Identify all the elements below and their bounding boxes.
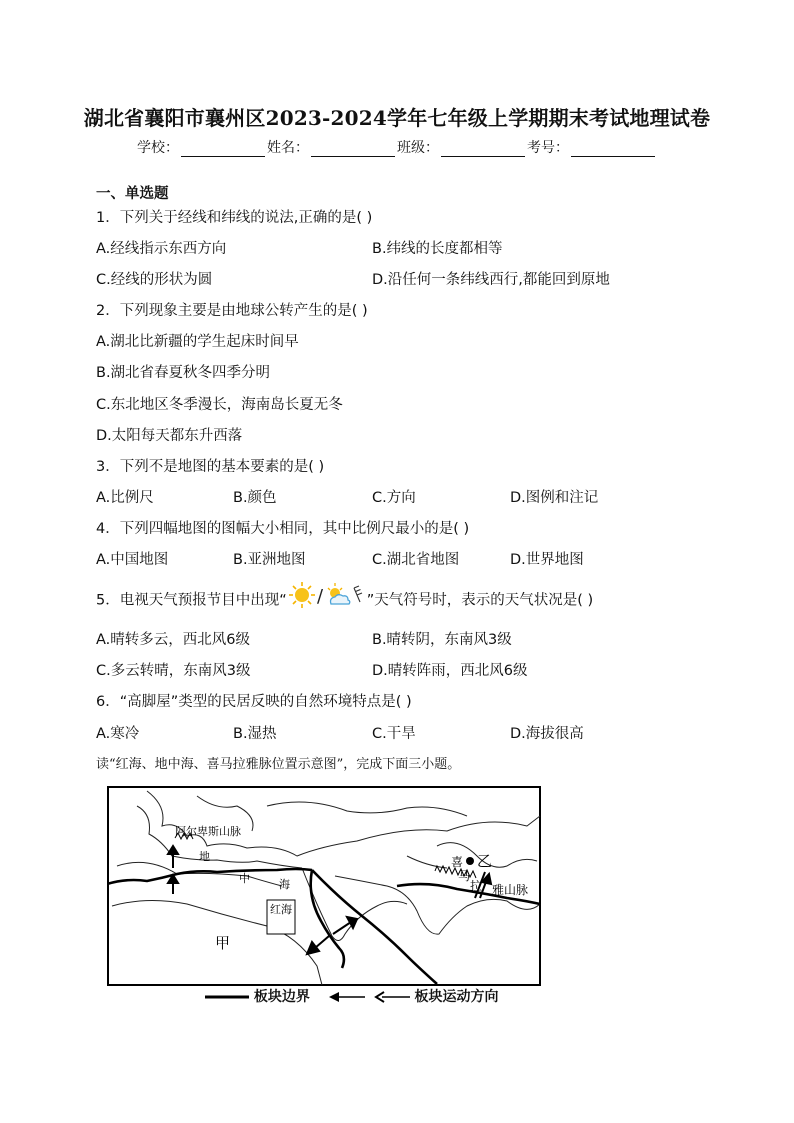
- q2-option-a: A.湖北比新疆的学生起床时间早: [96, 334, 299, 350]
- q2-option-d: D.太阳每天都东升西落: [96, 428, 243, 444]
- q6-option-a: A.寒冷: [96, 726, 140, 742]
- class-blank[interactable]: [441, 143, 525, 157]
- q3-option-a: A.比例尺: [96, 490, 154, 506]
- label-ma: 马: [458, 869, 471, 883]
- section-heading: 一、单选题: [96, 186, 169, 202]
- label-jia: 甲: [215, 934, 231, 952]
- q1-option-a: A.经线指示东西方向: [96, 241, 227, 257]
- q2-stem: 2．下列现象主要是由地球公转产生的是( ): [96, 303, 368, 319]
- q5-stem-post: ”天气符号时，表示的天气状况是( ): [366, 592, 594, 609]
- legend-direction: 板块运动方向: [414, 989, 499, 1005]
- legend-boundary: 板块边界: [253, 989, 310, 1005]
- q2-option-c: C.东北地区冬季漫长，海南岛长夏无冬: [96, 397, 343, 413]
- boundary-line-icon: [205, 992, 249, 1002]
- q1-option-c: C.经线的形状为圆: [96, 272, 213, 288]
- label-di: 地: [199, 850, 210, 863]
- q1-stem: 1．下列关于经线和纬线的说法,正确的是( ): [96, 210, 373, 226]
- q4-option-c: C.湖北省地图: [372, 552, 460, 568]
- left-arrow-icon-2: [374, 991, 410, 1003]
- label-hai: 海: [279, 878, 290, 891]
- q5-option-d: D.晴转阵雨，西北风6级: [372, 663, 528, 679]
- q6-stem: 6．“高脚屋”类型的民居反映的自然环境特点是( ): [96, 694, 412, 710]
- exam-title: 湖北省襄阳市襄州区2023-2024学年七年级上学期期末考试地理试卷: [83, 106, 711, 130]
- q5-option-c: C.多云转晴，东南风3级: [96, 663, 251, 679]
- student-info-line: [0, 137, 794, 157]
- q1-option-b: B.纬线的长度都相等: [372, 241, 503, 257]
- q5-option-a: A.晴转多云，西北风6级: [96, 632, 250, 648]
- q1-option-d: D.沿任何一条纬线西行,都能回到原地: [372, 272, 610, 288]
- q5-stem: [96, 580, 593, 621]
- label-ya-shanmai: 雅山脉: [492, 883, 529, 897]
- label-redsea: 红海: [270, 903, 292, 916]
- plate-map: [107, 786, 541, 986]
- q3-stem: 3．下列不是地图的基本要素的是( ): [96, 459, 325, 475]
- q4-option-a: A.中国地图: [96, 552, 169, 568]
- q4-option-b: B.亚洲地图: [233, 552, 306, 568]
- name-blank[interactable]: [311, 143, 395, 157]
- q6-option-b: B.湿热: [233, 726, 277, 742]
- reading-instruction: 读“红海、地中海、喜马拉雅脉位置示意图”，完成下面三小题。: [96, 757, 461, 772]
- svg-text:/: /: [316, 586, 323, 607]
- left-arrow-icon: [329, 991, 365, 1003]
- q5-stem-pre: 5．电视天气预报节目中出现“: [96, 592, 287, 609]
- q3-option-d: D.图例和注记: [510, 490, 599, 506]
- number-blank[interactable]: [571, 143, 655, 157]
- class-label: 班级：: [397, 140, 439, 156]
- q6-option-d: D.海拔很高: [510, 726, 584, 742]
- q3-option-b: B.颜色: [233, 490, 277, 506]
- label-alps: 阿尔卑斯山脉: [175, 825, 241, 838]
- label-la: 拉: [470, 879, 483, 893]
- point-yi-marker: [466, 857, 474, 865]
- number-label: 考号：: [527, 140, 569, 156]
- label-xi: 喜: [451, 855, 464, 869]
- q2-option-b: B.湖北省春夏秋冬四季分明: [96, 365, 271, 381]
- q5-option-b: B.晴转阴，东南风3级: [372, 632, 512, 648]
- q4-option-d: D.世界地图: [510, 552, 584, 568]
- map-legend: [205, 986, 499, 1006]
- weather-symbol-icon: [287, 580, 367, 621]
- label-zhong: 中: [239, 872, 250, 885]
- label-yi: 乙: [477, 852, 493, 870]
- q6-option-c: C.干旱: [372, 726, 416, 742]
- q3-option-c: C.方向: [372, 490, 416, 506]
- name-label: 姓名：: [267, 140, 309, 156]
- q4-stem: 4．下列四幅地图的图幅大小相同，其中比例尺最小的是( ): [96, 521, 470, 537]
- school-blank[interactable]: [181, 143, 265, 157]
- school-label: 学校：: [137, 140, 179, 156]
